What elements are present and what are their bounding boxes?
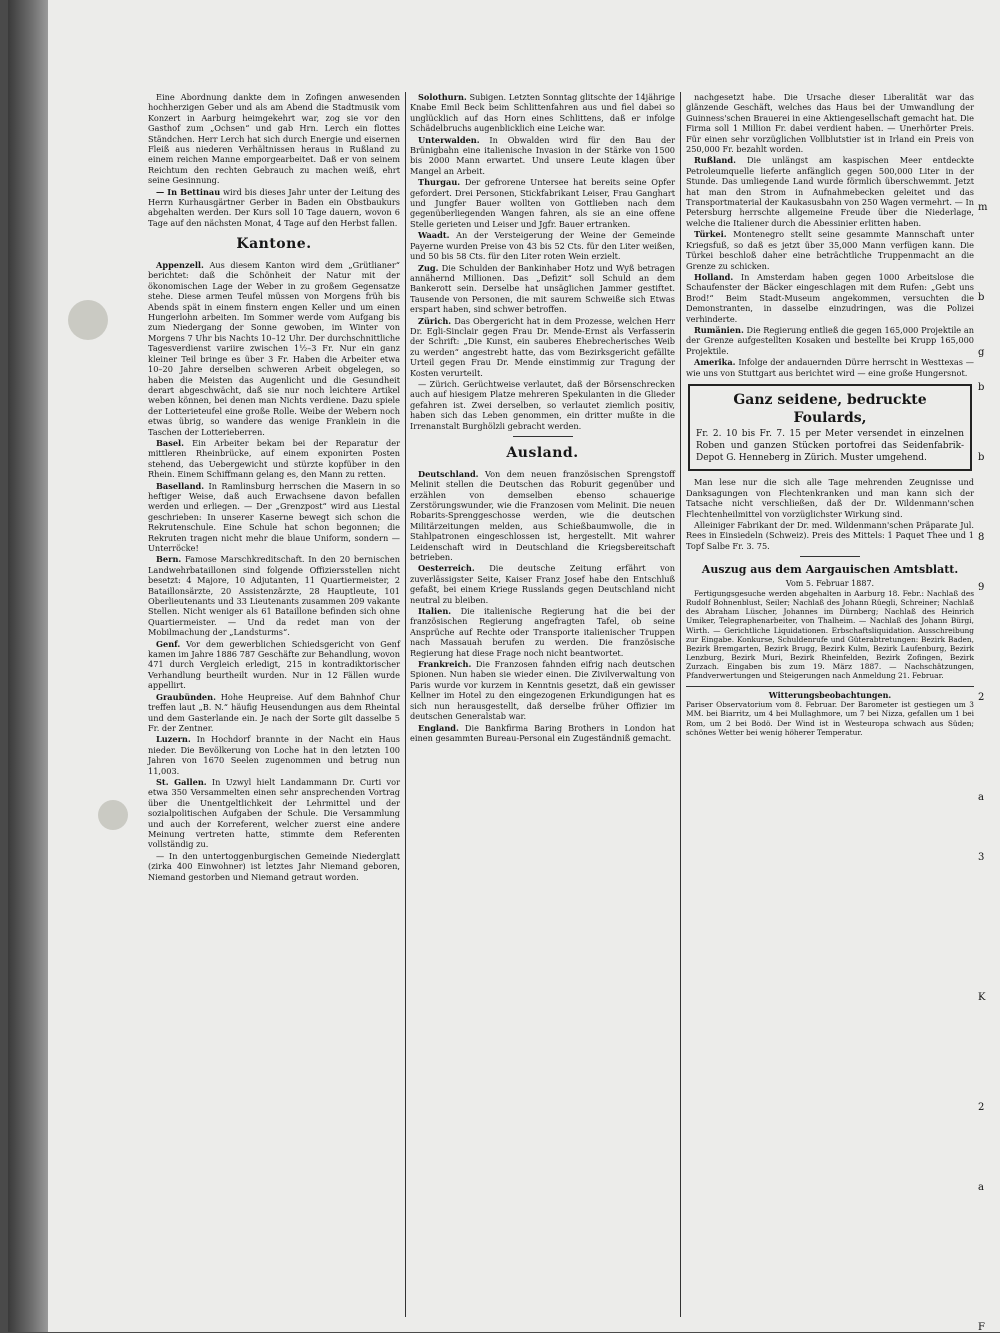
article-paragraph: — In Bettinau wird bis dieses Jahr unter der Leitung des Herrn Kurhausgärtner Gerber in Baden ein Obstbaukurs abgehalten werden. Der Kurs soll 10 Tage dauern, wovon 6 Tage auf den nächsten Monat, 4 Tage auf den Herbst fallen.: [148, 186, 401, 228]
section-heading-ausland: Ausland.: [506, 445, 579, 461]
bulletin-body: Fertigungsgesuche werden abgehalten in Aarburg 18. Febr.: Nachlaß des Rudolf Bohnenblust, Seiler; Nachlaß des Johann Rüegli, Schreiner; Nachlaß des Abraham Lüscher, Johannes im Dürnberg; Nachlaß des Heinrich Umiker, Telegraphenarbeiter, von Thalheim. — Nachlaß des Johann Bürgi, Wirth. — Gerichtliche Liquidationen. Erbschaftsliquidation. Ausschreibung zur Eingabe. Konkurse, Schuldenrufe und Güterabtretungen: Bezirk Baden, Bezirk Bremgarten, Bezirk Brugg, Bezirk Kulm, Bezirk Laufenburg, Bezirk Lenzburg, Bezirk Muri, Bezirk Rheinfelden, Bezirk Zofingen, Bezirk Zurzach. Eingaben bis zum 19. März 1887. — Nachschätzungen, Pfandverwertungen und Steigerungen nach Anmeldung 21. Februar.: [686, 589, 974, 680]
fragment-glyph: a: [978, 1182, 984, 1193]
article-luzern: Luzern. In Hochdorf brannte in der Nacht ein Haus nieder. Die Bevölkerung von Loche hat in den letzten 100 Jahren von 1670 Seelen zugenommen und betrug nun 11,003.: [148, 734, 400, 776]
fragment-glyph: 3: [978, 852, 985, 863]
fragment-glyph: F: [978, 1322, 985, 1333]
article-italien: Italien. Die italienische Regierung hat die bei der französischen Regierung angefragten Tafel, ob seine Ansprüche auf Rechte oder Transporte italienischer Truppen nach Massauah berufen zu werden. Die französische Regierung hat diese Frage noch nicht beantwortet.: [410, 606, 675, 658]
article-thurgau: Thurgau. Der gefrorene Untersee hat bereits seine Opfer gefordert. Drei Personen, Stickfabrikant Leiser, Frau Ganghart und Jungfer Bauer wollten von Gottlieben nach dem gegenüberliegenden Wangen fahren, als sie an eine offene Stelle gerieten und Leiser und Jgfr. Bauer ertranken.: [410, 177, 675, 229]
section-heading-kantone: Kantone.: [236, 236, 312, 253]
fragment-glyph: g: [978, 347, 985, 358]
fragment-glyph: K: [978, 992, 986, 1003]
article-tuerkei: Türkei. Montenegro stellt seine gesammte Mannschaft unter Kriegsfuß, so daß es jetzt über 35,000 Mann verfügen kann. Die Türkei beschloß daher eine beträchtliche Truppenmacht an die Grenze zu schicken.: [686, 229, 974, 271]
article-rumaenien: Rumänien. Die Regierung entließ die gegen 165,000 Projektile an der Grenze aufgestellten Kosaken und bestellte bei Krupp 165,000 Projektile.: [686, 324, 974, 356]
column-divider: [405, 92, 406, 1317]
divider: [513, 436, 573, 437]
article-stgallen: St. Gallen. In Uzwyl hielt Landammann Dr. Curti vor etwa 350 Versammelten einen sehr ansprechenden Vortrag über die Unentgeltlichkeit der Lehrmittel und der sozialpolitischen Aufgaben der Schule. Die Versammlung und auch der Korreferent, welcher zuerst eine andere Meinung vertreten hatte, stimmte dem Referenten vollständig zu.: [148, 776, 400, 850]
bulletin-title: Auszug aus dem Aargauischen Amtsblatt.: [701, 563, 959, 577]
article-bern: Bern. Famose Marschkreditschaft. In den 20 bernischen Landwehrbataillonen sind folgende Offiziersstellen nicht besetzt: 4 Majore, 10 Adjutanten, 11 Quartiermeister, 2 Bataillonsärzte, 20 Assistenzärzte, 28 Hauptleute, 101 Oberlieutenants und 33 Lieutenants zusammen 209 vakante Stellen. Nicht weniger als 61 Bataillone befinden sich ohne Quartiermeister. — Und da redet man von der Mobilmachung der „Landsturms“.: [148, 554, 400, 638]
advertisement-text: Man lese nur die sich alle Tage mehrenden Zeugnisse und Danksagungen von Flechtenkranken und man kann sich der Tatsache nicht verschließen, daß der Dr. Wildenmann'schen Flechtenheilmittel von vorzüglichster Wirkung sind.: [686, 477, 974, 519]
advertisement-text: Alleiniger Fabrikant der Dr. med. Wildenmann'schen Präparate Jul. Rees in Einsiedeln (Schweiz). Preis des Mittels: 1 Paquet Thee und 1 Topf Salbe Fr. 3. 75.: [686, 520, 974, 551]
article-frankreich: Frankreich. Die Franzosen fahnden eifrig nach deutschen Spionen. Nun haben sie wieder einen. Die Zivilverwaltung von Paris wurde vor kurzem in Kenntnis gesetzt, daß ein gewisser Kellner im Hotel zu den eingezogenen Erkundigungen hat es sich nun herausgestellt, daß derselbe früher Offizier im deutschen Generalstab war.: [410, 659, 676, 722]
fragment-glyph: b: [978, 292, 985, 303]
article-holland: Holland. In Amsterdam haben gegen 1000 Arbeitslose die Schaufenster der Bäcker eingeschlagen mit dem Rufen: „Gebt uns Brod!“ Beim Stadt-Museum angekommen, versuchten die Demonstranten, in dasselbe einzudringen, was die Polizei verhinderte.: [686, 271, 975, 324]
article-genf: Genf. Vor dem gewerblichen Schiedsgericht von Genf kamen im Jahre 1886 787 Geschäfte zur Behandlung, wovon 471 durch Vergleich erledigt, 215 in kontradiktorischer Verhandlung beurtheilt wurden. Nur in 12 Fällen wurde appellirt.: [148, 638, 400, 691]
article-england: England. Die Bankfirma Baring Brothers in London hat einen gesammten Bureau-Personal ein Zugeständniß gemacht.: [410, 722, 675, 743]
article-unterwalden: Unterwalden. In Obwalden wird für den Bau der Brünigbahn eine italienische Invasion in der Stärke von 1500 bis 2000 Mann erwartet. Und unsere Leute klagen über Mangel an Arbeit.: [410, 134, 675, 176]
column-1: [148, 92, 400, 1317]
article-oesterreich: Oesterreich. Die deutsche Zeitung erfährt von zuverlässigster Seite, Kaiser Franz Josef habe den Entschluß gefaßt, bei einem Kriege Russlands gegen Deutschland nicht neutral zu bleiben.: [410, 563, 676, 605]
article-graubuenden: Graubünden. Hohe Heupreise. Auf dem Bahnhof Chur treffen laut „B. N.“ häufig Heusendungen aus dem Rheintal und dem Gasterlande ein. Je nach der Sorte gilt dasselbe 5 Fr. der Zentner.: [148, 691, 400, 733]
article-waadt: Waadt. An der Versteigerung der Weine der Gemeinde Payerne wurden Preise von 43 bis 52 Cts. für den Liter weißen, und 50 bis 58 Cts. für den Liter roten Wein erzielt.: [410, 230, 675, 262]
column-3: [686, 92, 974, 1317]
article-appenzell: Appenzell. Aus diesem Kanton wird dem „Grütlianer“ berichtet: daß die Schönheit der Natur mit der ökonomischen Lage der Weber in zu großem Gegensatze stehe. Diese armen Teufel müssen von Morgens früh bis Abends spät in einem finstern engen Keller und um einen Hungerlohn arbeiten. Im Sommer werde vom Aufgang bis zum Niedergang der Sonne gewoben, im Winter von Morgens 7 Uhr bis Nachts 10–12 Uhr. Der durchschnittliche Tagesverdienst variire zwischen 1½–3 Fr. Nur ein ganz kleiner Teil bringe es über 3 Fr. Haben die Arbeiter etwa 10–20 Jahre derselben schweren Arbeit obgelegen, so haben die Meisten das Augenlicht und die Gesundheit derart abgeschwächt, daß sie nur noch leichtere Artikel weben können, bei denen man Nichts verdiene. Dazu spiele der Lotterieteufel eine große Rolle. Weibe der Webern noch etwas übrig, so wandere das wenige Franklein in die Taschen der Lotterieberren.: [148, 260, 400, 437]
article-paragraph: Eine Abordnung dankte dem in Zofingen anwesenden hochherzigen Geber und als am Abend die Stadtmusik vom Konzert in Aarburg heimgekehrt war, zog sie vor den Gasthof zum „Ochsen“ und gab Hrn. Lerch ein flottes Ständchen. Herr Lerch hat sich durch Energie und eisernen Fleiß aus niederen Verhältnissen heraus in Rußland zu einem reichen Manne emporgearbeitet. Daß er von seinem Reichtum den rechten Gebrauch zu machen weiß, ehrt seine Gesinnung.: [148, 92, 400, 186]
column-divider: [680, 92, 681, 1317]
fragment-glyph: 8: [978, 532, 985, 543]
weather-section: Witterungsbeobachtungen. Pariser Observatorium vom 8. Februar. Der Barometer ist gestiegen um 3 MM. bei Biarritz, um 4 bei Mullaghmore, um 7 bei Nizza, gefallen um 1 bei Rom, um 2 bei Bodö. Der Wind ist in Westeuropa schwach aus Süden; schönes Wetter bei wenig höherer Temperatur.: [686, 686, 974, 738]
fragment-glyph: b: [978, 452, 985, 463]
adjacent-page-fragment: [974, 92, 1000, 1333]
article-baselland: Baselland. In Ramlinsburg herrschen die Masern in so heftiger Weise, daß auch Erwachsene davon befallen werden und erliegen. — Der „Grenzpost“ wird aus Liestal geschrieben: In unserer Kaserne bewegt sich schon die Rekrutenschule. Eine Schule hat schon begonnen; die Rekruten tragen nicht mehr die blaue Uniform, sondern — Unterröcke!: [148, 480, 401, 554]
article-paragraph: nachgesetzt habe. Die Ursache dieser Liberalität war das glänzende Geschäft, welches das Haus bei der Umwandlung der Guinness'schen Brauerei in eine Aktiengesellschaft gemacht hat. Die Firma soll 1 Million Fr. dabei verdient haben. — Unerhörter Preis. Für einen sehr vorzüglichen Vollblutstier ist in Irland ein Preis von 250,000 Fr. bezahlt worden.: [686, 92, 974, 155]
article-zug: Zug. Die Schulden der Bankinhaber Hotz und Wyß betragen annähernd Millionen. Das „Defizit“ soll Schuld an dem Bankerott sein. Derselbe hat unsäglichen Jammer gestiftet. Tausende von Personen, die mit saurem Schweiße sich Etwas erspart haben, sind schwer betroffen.: [410, 262, 675, 315]
article-zuerich: Zürich. Das Obergericht hat in dem Prozesse, welchen Herr Dr. Egli-Sinclair gegen Frau Dr. Mende-Ernst als Verfasserin der Schrift: „Die Kunst, ein sauberes Ehebrecherisches Weib zu werden“ angestrebt hatte, das vom Bezirksgericht gefällte Urteil gegen Frau Dr. Mende einstimmig zur Tragung der Kosten verurteilt.: [410, 315, 675, 378]
fragment-glyph: 2: [978, 1102, 985, 1113]
article-russland: Rußland. Die unlängst am kaspischen Meer entdeckte Petroleumquelle lieferte anfänglich gegen 500,000 Liter in der Stunde. Das umliegende Land wurde förmlich überschwemmt. Jetzt hat man den Strom in Aufnahmebecken geleitet und das Transportmaterial der Kaukasusbahn von 250 Wagen vermehrt. — In Petersburg herrschte allgemeine Freude über die Niederlage, welche die Italiener durch die Abessinier erlitten haben.: [686, 155, 974, 228]
article-deutschland: Deutschland. Von dem neuen französischen Sprengstoff Melinit stellen die Deutschen das Roburit gegenüber und erzählen von demselben ebenso schauerige Zerstörungswunder, wie die Franzosen vom Melinit. Die neuen Robarits-Sprenggeschosse werden, wie die deutschen Militärzeitungen melden, aus Schießbaumwolle, die in Stahlpatronen eingeschlossen ist, hergestellt. Mit wahrer Leidenschaft wird in Deutschland die Kriegsbereitschaft betrieben.: [410, 468, 675, 563]
article-paragraph: — In den untertoggenburgischen Gemeinde Niederglatt (zirka 400 Einwohner) ist letztes Jahr Niemand geboren, Niemand gestorben und Niemand getraut worden.: [148, 850, 400, 882]
fragment-glyph: b: [978, 382, 985, 393]
column-2: [410, 92, 675, 1317]
article-paragraph: — Zürich. Gerüchtweise verlautet, daß der Börsenschrecken auch auf hiesigem Platze mehreren Spekulanten in die Glieder gefahren ist. Zwei derselben, so verlautet ziemlich positiv, haben sich das Leben genommen, ein dritter mußte in die Irrenanstalt Burghölzli gebracht werden.: [410, 378, 675, 431]
fragment-glyph: a: [978, 792, 984, 803]
article-basel: Basel. Ein Arbeiter bekam bei der Reparatur der mittleren Rheinbrücke, auf einem exponirten Posten stehend, das Uebergewicht und stürzte kopfüber in den Rhein. Einem Schiffmann gelang es, den Mann zu retten.: [148, 437, 400, 480]
fragment-glyph: 9: [978, 582, 985, 593]
advertisement-foulards: Ganz seidene, bedruckte Foulards, Fr. 2. 10 bis Fr. 7. 15 per Meter versendet in einzelnen Roben und ganzen Stücken portofrei das Seidenfabrik-Depot G. Henneberg in Zürich. Muster umgehend.: [688, 384, 972, 471]
article-amerika: Amerika. Infolge der andauernden Dürre herrscht in Westtexas — wie uns von Stuttgart aus berichtet wird — eine große Hungersnot.: [686, 357, 974, 378]
binding-edge: [8, 0, 48, 1332]
article-solothurn: Solothurn. Subigen. Letzten Sonntag glitschte der 14jährige Knabe Emil Beck beim Schlittenfahren aus und fiel dabei so unglücklich auf das Horn eines Schlittens, daß er infolge Schädelbruchs augenblicklich eine Leiche war.: [410, 92, 675, 134]
newspaper-page: [8, 0, 1000, 1332]
fragment-glyph: 2: [978, 692, 985, 703]
bulletin-date: Vom 5. Februar 1887.: [785, 579, 875, 589]
fragment-glyph: m: [978, 202, 988, 213]
divider: [800, 556, 860, 557]
